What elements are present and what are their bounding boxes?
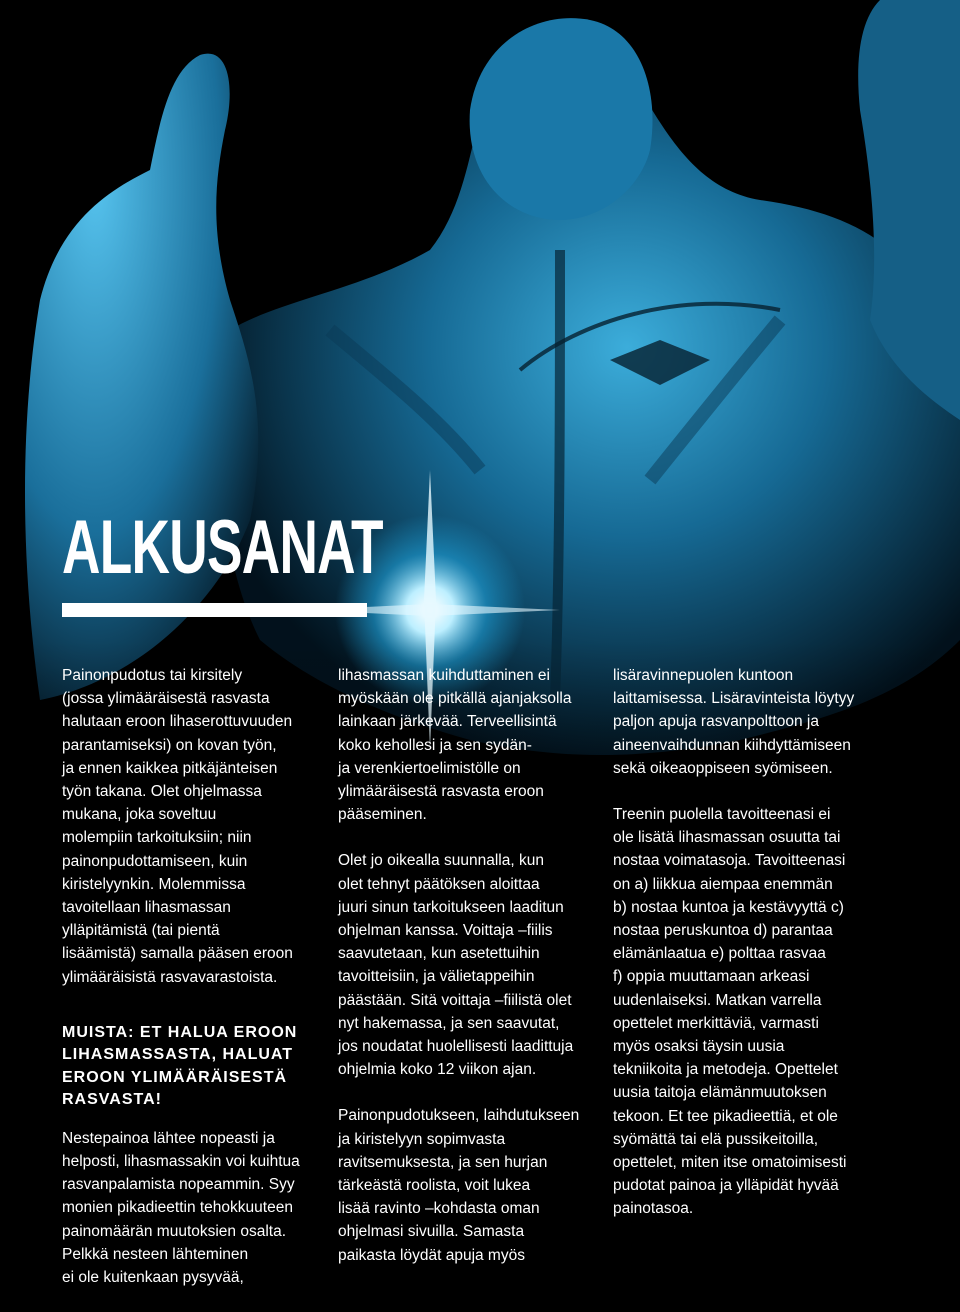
- paragraph: lihasmassan kuihduttaminen ei myöskään ole pitkällä ajanjaksolla lainkaan järkevää. Terveellisintä koko kehollesi ja sen sydän- ja verenkiertoelimistölle on ylimääräisestä rasvasta eroon pääseminen.: [338, 667, 572, 824]
- text-column-1: [62, 664, 324, 1312]
- paragraph: Painonpudotukseen, laihdutukseen ja kiristelyyn sopimvasta ravitsemuksesta, ja sen hurjan tärkeästä roolista, voit lukea lisää ravinto –kohdasta oman ohjelmasi sivuilla. Samasta paikasta löydät apuja myös: [338, 1107, 580, 1264]
- callout-heading: MUISTA: ET HALUA EROON LIHASMASSASTA, HALUAT EROON YLIMÄÄRÄISESTÄ RASVASTA!: [62, 1023, 298, 1109]
- title-underline: [62, 603, 367, 617]
- page-title: ALKUSANAT: [62, 505, 383, 590]
- paragraph: Painonpudotus tai kirsitely (jossa ylimääräisestä rasvasta halutaan eroon lihaserottuvuuden parantamiseksi) on kovan työn, ja ennen kaikkea pitkäjänteisen työn takana. Olet ohjelmassa mukana, joka soveltuu molempiin tarkoituksiin; niin painonpudottamiseen, kuin kiristelyynkin. Molemmissa tavoitellaan lihasmassan ylläpitämistä (tai pientä lisäämistä) samalla pääsen eroon ylimääräisistä rasvavarastoista.: [62, 667, 293, 986]
- text-column-2: [338, 664, 600, 1290]
- text-column-3: [613, 664, 875, 1244]
- paragraph: Olet jo oikealla suunnalla, kun olet tehnyt päätöksen aloittaa juuri sinun tarkoitukseen laaditun ohjelman kanssa. Voittaja –fiilis saavutetaan, kun asetettuihin tavoitteisiin, ja välietappeihin päästään. Sitä voittaja –fiilistä olet nyt hakemassa, ja sen saavutat, jos noudatat huolellisesti laadittuja ohjelmia koko 12 viikon ajan.: [338, 852, 574, 1079]
- paragraph: lisäravinnepuolen kuntoon laittamisessa. Lisäravinteista löytyy paljon apuja rasvanpolttoon ja aineenvaihdunnan kiihdyttämiseen sekä oikeaoppiseen syömiseen.: [613, 667, 855, 777]
- paragraph: Treenin puolella tavoitteenasi ei ole lisätä lihasmassan osuutta tai nostaa voimatasoja. Tavoitteenasi on a) liikkua aiempaa enemmän b) nostaa kuntoa ja kestävyyttä c) nostaa peruskuntoa d) parantaa elämänlaatua e) polttaa rasvaa f) oppia muuttamaan arkeasi uudenlaiseksi. Matkan varrella opettelet merkittäviä, varmasti myös osaksi täysin uusia tekniikoita ja metodeja. Opettelet uusia taitoja elämänmuutoksen tekoon. Et tee pikadieettiä, et ole syömättä tai elä pussikeitoilla, opettelet, miten itse omatoimisesti pudotat painoa ja ylläpidät hyvää painotasoa.: [613, 806, 847, 1218]
- paragraph: Nestepainoa lähtee nopeasti ja helposti, lihasmassakin voi kuihtua rasvanpalamista nopeammin. Syy monien pikadieettin tehokkuuteen painomäärän muutoksien osalta. Pelkkä nesteen lähteminen ei ole kuitenkaan pysyvää,: [62, 1129, 300, 1287]
